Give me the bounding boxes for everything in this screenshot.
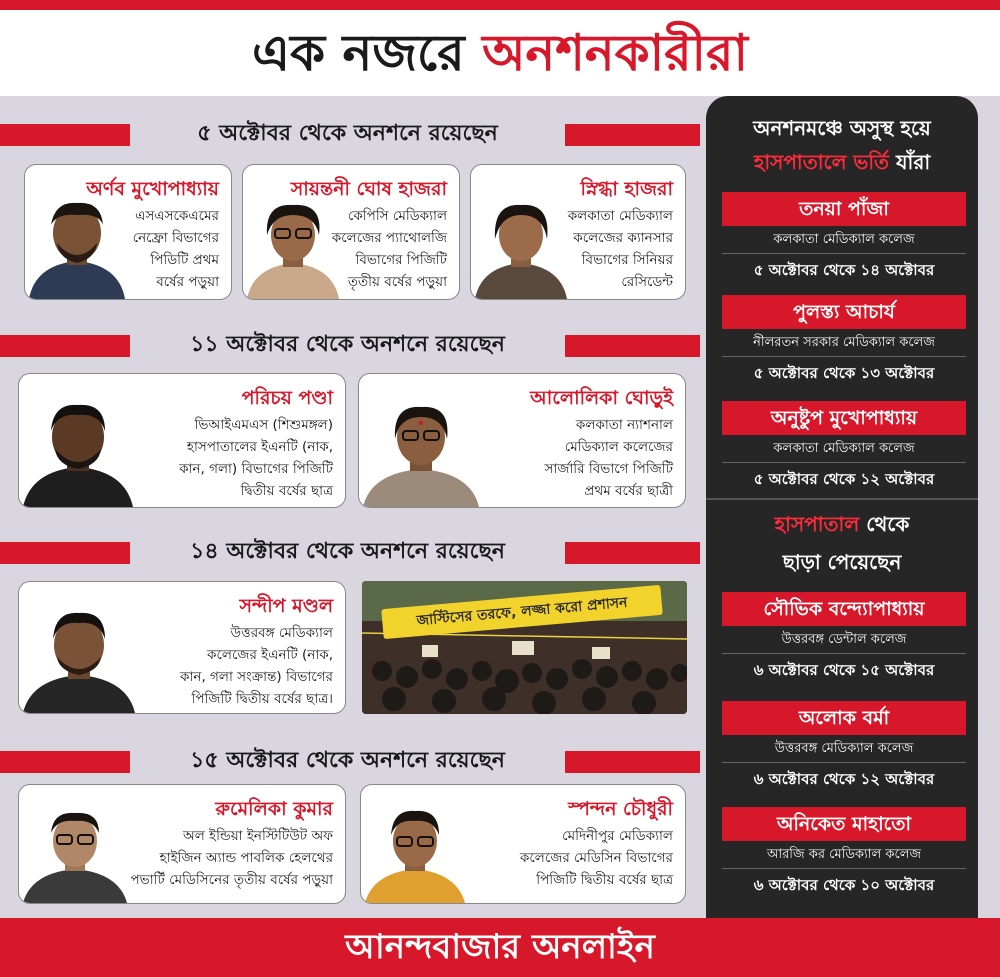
- portrait-photo: [23, 605, 135, 713]
- entry-dates: ৬ অক্টোবর থেকে ১০ অক্টোবর: [753, 876, 935, 894]
- title-rest-part: যাঁরা: [889, 150, 931, 174]
- hospitalized-entry: [722, 192, 966, 286]
- portrait-photo: [363, 395, 479, 507]
- title-part-black: এক নজরে: [252, 24, 465, 82]
- portrait-photo: [23, 395, 133, 507]
- section-heading-text: ১৪ অক্টোবর থেকে অনশনে রয়েছেন: [190, 539, 505, 564]
- portrait-photo: [475, 195, 567, 299]
- title-rest-part: থেকে: [859, 512, 910, 536]
- heading-bar-right: [565, 542, 700, 564]
- hospitalized-entry: [722, 401, 966, 495]
- person-description: [130, 825, 333, 891]
- entry-name: অনিকেত মাহাতো: [722, 807, 966, 841]
- discharged-title-line2: ছাড়া পেয়েছেন: [782, 550, 902, 574]
- entry-dates: ৬ অক্টোবর থেকে ১৫ অক্টোবর: [753, 661, 935, 679]
- entry-institution: উত্তরবঙ্গ মেডিক্যাল কলেজ: [722, 735, 966, 763]
- hospital-sidebar: [706, 96, 978, 918]
- title-red-part: হাসপাতাল: [774, 512, 860, 536]
- person-name: রুমেলিকা কুমার: [215, 798, 333, 820]
- entry-name: অলোক বর্মা: [722, 701, 966, 735]
- portrait-photo: [247, 195, 339, 299]
- entry-name: পুলস্ত্য আচার্য: [722, 295, 966, 329]
- desc-line: এসএসকেএমের: [135, 208, 219, 224]
- title-red-part: হাসপাতালে ভর্তি: [753, 150, 890, 174]
- top-accent-strip: [0, 0, 1000, 10]
- section-heading-oct5: [0, 116, 700, 152]
- desc-line: হাসপাতালের ইএনটি (নাক,: [186, 439, 333, 455]
- portrait-photo: [365, 803, 465, 903]
- person-card-arnab: [24, 164, 232, 300]
- desc-line: ভিআইএমএস (শিশুমঙ্গল): [194, 417, 333, 433]
- entry-institution: কলকাতা মেডিক্যাল কলেজ: [722, 435, 966, 463]
- heading-bar-left: [0, 335, 130, 357]
- desc-line: কলেজের মেডিসিন বিভাগের: [519, 850, 673, 866]
- desc-line: তৃতীয় বর্ষের পড়ুয়া: [347, 274, 447, 290]
- entry-dates: ৫ অক্টোবর থেকে ১২ অক্টোবর: [753, 470, 935, 488]
- entry-dates: ৬ অক্টোবর থেকে ১২ অক্টোবর: [753, 770, 935, 788]
- desc-line: কলেজের ক্যানসার: [573, 230, 673, 246]
- title-part-red: অনশনকারীরা: [482, 24, 748, 82]
- person-name: স্নিগ্ধা হাজরা: [580, 178, 673, 200]
- person-card-rumelika: [18, 784, 346, 904]
- discharged-entry: [722, 701, 966, 795]
- section-heading-oct14: [0, 534, 700, 570]
- entry-name: তনয়া পাঁজা: [722, 192, 966, 226]
- desc-line: কলেজের প্যাথোলজি: [331, 230, 447, 246]
- person-name: সন্দীপ মণ্ডল: [239, 595, 333, 617]
- protest-banner: জাস্টিসের তরফে, লজ্জা করো প্রশাসন: [381, 585, 663, 639]
- person-description: [520, 825, 673, 891]
- desc-line: সার্জারি বিভাগে পিজিটি: [544, 461, 673, 477]
- desc-line: কান, গলা) বিভাগের পিজিটি: [179, 461, 333, 477]
- desc-line: হাইজিন অ্যান্ড পাবলিক হেলথের: [159, 850, 333, 866]
- desc-line: পিজিটি দ্বিতীয় বর্ষের ছাত্র: [536, 872, 673, 888]
- entry-dates: ৫ অক্টোবর থেকে ১৩ অক্টোবর: [753, 364, 935, 382]
- heading-bar-right: [565, 751, 700, 773]
- person-description: [180, 622, 333, 710]
- desc-line: মেদিনীপুর মেডিক্যাল: [562, 828, 673, 844]
- person-description: [568, 205, 673, 293]
- person-description: [133, 205, 219, 293]
- section-heading-text: ১৫ অক্টোবর থেকে অনশনে রয়েছেন: [190, 748, 505, 773]
- section-heading-text: ৫ অক্টোবর থেকে অনশনে রয়েছেন: [197, 121, 498, 146]
- hospitalized-entry: [722, 295, 966, 389]
- desc-line: কান, গলা সংক্রান্ত) বিভাগের: [180, 669, 333, 685]
- heading-bar-left: [0, 124, 130, 146]
- panel-divider: [706, 498, 978, 500]
- person-card-spandan: [360, 784, 686, 904]
- hospitalized-title-line2: [706, 146, 978, 178]
- desc-line: পিজিটি দ্বিতীয় বর্ষের ছাত্র।: [191, 691, 333, 707]
- section-heading-oct11: [0, 327, 700, 363]
- discharged-entry: [722, 592, 966, 686]
- heading-bar-right: [565, 124, 700, 146]
- discharged-entry: [722, 807, 966, 901]
- desc-line: অল ইন্ডিয়া ইনস্টিটিউট অফ: [183, 828, 333, 844]
- desc-line: নেফ্রো বিভাগের: [132, 230, 219, 246]
- desc-line: মেডিক্যাল কলেজের: [564, 439, 673, 455]
- desc-line: বিভাগের পিজিটি: [355, 252, 447, 268]
- section-heading-oct15: [0, 743, 700, 779]
- desc-line: রেসিডেন্ট: [621, 274, 673, 290]
- entry-institution: কলকাতা মেডিক্যাল কলেজ: [722, 226, 966, 254]
- person-card-sayantani: [242, 164, 460, 300]
- footer-brand: আনন্দবাজার অনলাইন: [0, 918, 1000, 977]
- person-description: [332, 205, 447, 293]
- desc-line: কলকাতা মেডিক্যাল: [567, 208, 673, 224]
- person-name: স্পন্দন চৌধুরী: [568, 798, 673, 820]
- desc-line: কলেজের ইএনটি (নাক,: [207, 647, 333, 663]
- person-card-snigdha: [470, 164, 686, 300]
- protest-crowd-photo: [362, 581, 687, 714]
- portrait-photo: [23, 803, 127, 903]
- person-name: আলোলিকা ঘোড়ুই: [530, 387, 673, 409]
- desc-line: বর্ষের পড়ুয়া: [156, 274, 219, 290]
- entry-name: অনুষ্টুপ মুখোপাধ্যায়: [722, 401, 966, 435]
- person-card-alolika: [358, 373, 686, 508]
- entry-institution: নীলরতন সরকার মেডিক্যাল কলেজ: [722, 329, 966, 357]
- hospitalized-title-line1: অনশনমঞ্চে অসুস্থ হয়ে: [753, 116, 931, 140]
- person-card-sandip: [18, 581, 346, 714]
- entry-institution: উত্তরবঙ্গ ডেন্টাল কলেজ: [722, 626, 966, 654]
- desc-line: দ্বিতীয় বর্ষের ছাত্র: [240, 483, 333, 499]
- heading-bar-left: [0, 542, 130, 564]
- heading-bar-right: [565, 335, 700, 357]
- entry-dates: ৫ অক্টোবর থেকে ১৪ অক্টোবর: [753, 261, 935, 279]
- entry-name: সৌভিক বন্দ্যোপাধ্যায়: [722, 592, 966, 626]
- desc-line: উত্তরবঙ্গ মেডিক্যাল: [230, 625, 333, 641]
- desc-line: বিভাগের সিনিয়র: [581, 252, 673, 268]
- entry-institution: আরজি কর মেডিক্যাল কলেজ: [722, 841, 966, 869]
- person-name: সায়ন্তনী ঘোষ হাজরা: [290, 178, 447, 200]
- person-description: [179, 414, 333, 502]
- person-card-parichay: [18, 373, 346, 508]
- discharged-title-line1: [706, 508, 978, 540]
- section-heading-text: ১১ অক্টোবর থেকে অনশনে রয়েছেন: [190, 332, 505, 357]
- portrait-photo: [29, 195, 125, 299]
- desc-line: পিডিটি প্রথম: [150, 252, 219, 268]
- person-name: পরিচয় পণ্ডা: [241, 387, 333, 409]
- person-name: অর্ণব মুখোপাধ্যায়: [86, 178, 219, 200]
- desc-line: কেপিসি মেডিক্যাল: [347, 208, 447, 224]
- desc-line: পভার্টি মেডিসিনের তৃতীয় বর্ষের পড়ুয়া: [130, 872, 333, 888]
- person-description: [544, 414, 673, 502]
- heading-bar-left: [0, 751, 130, 773]
- desc-line: প্রথম বর্ষের ছাত্রী: [584, 483, 673, 499]
- desc-line: কলকাতা ন্যাশনাল: [575, 417, 673, 433]
- page-title: [0, 12, 1000, 94]
